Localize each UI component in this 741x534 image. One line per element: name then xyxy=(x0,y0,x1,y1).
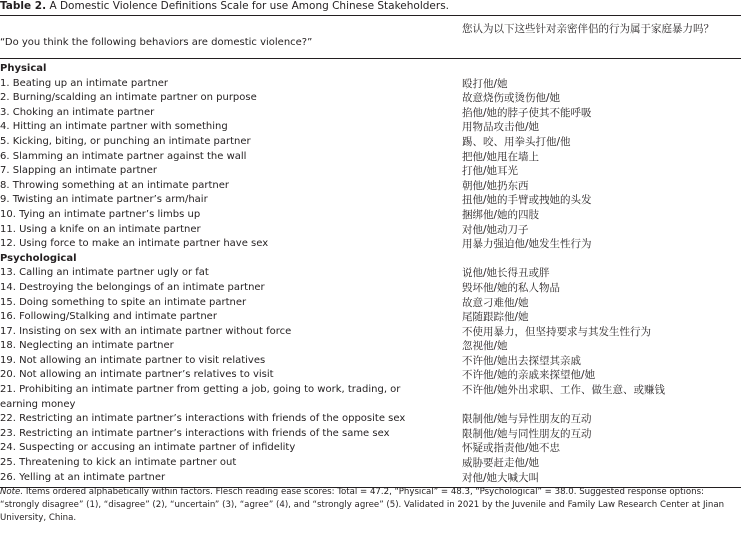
item-english: 21. Prohibiting an intimate partner from getting a job, going to work, trading, or xyxy=(0,384,401,396)
table-row xyxy=(0,120,741,135)
table-row xyxy=(0,135,741,150)
item-chinese: 踢、咬、用拳头打他/他 xyxy=(462,135,571,148)
table-title: A Domestic Violence Definitions Scale for use Among Chinese Stakeholders. xyxy=(49,0,450,12)
table-row xyxy=(0,179,741,194)
chinese-question-header: 您认为以下这些针对亲密伴侣的行为属于家庭暴力吗？ xyxy=(462,23,714,35)
item-chinese: 用暴力强迫他/她发生性行为 xyxy=(462,238,592,251)
item-chinese: 不许他/她外出求职、工作、做生意、或赚钱 xyxy=(462,384,666,397)
table-row xyxy=(0,91,741,106)
item-chinese: 用物品攻击他/她 xyxy=(462,121,540,134)
item-english: 20. Not allowing an intimate partner’s relatives to visit xyxy=(0,369,274,381)
table-caption xyxy=(0,0,741,13)
item-english: 12. Using force to make an intimate partner have sex xyxy=(0,238,269,250)
table-row xyxy=(0,150,741,165)
item-english: 14. Destroying the belongings of an intimate partner xyxy=(0,281,265,293)
item-chinese: 不使用暴力，但坚持要求与其发生性行为 xyxy=(462,325,651,338)
item-chinese: 怀疑或指责他/她不忠 xyxy=(462,442,561,455)
item-english: 9. Twisting an intimate partner’s arm/hair xyxy=(0,194,208,206)
table-row xyxy=(0,325,741,340)
item-english: 11. Using a knife on an intimate partner xyxy=(0,223,201,235)
item-english: 22. Restricting an intimate partner’s interactions with friends of the opposite sex xyxy=(0,413,406,425)
table-row xyxy=(0,412,741,427)
item-chinese: 尾随跟踪他/她 xyxy=(462,311,529,324)
table-row xyxy=(0,223,741,238)
item-chinese: 打他/她耳光 xyxy=(462,165,519,178)
item-english: 17. Insisting on sex with an intimate partner without force xyxy=(0,325,292,337)
item-chinese: 故意刁难他/她 xyxy=(462,296,529,309)
item-chinese: 捆绑他/她的四肢 xyxy=(462,208,540,221)
item-english: 19. Not allowing an intimate partner to visit relatives xyxy=(0,354,266,366)
table-row xyxy=(0,354,741,369)
item-english: 6. Slamming an intimate partner against the wall xyxy=(0,150,247,162)
item-english: 1. Beating up an intimate partner xyxy=(0,77,168,89)
item-english: 2. Burning/scalding an intimate partner on purpose xyxy=(0,92,257,104)
item-english: 24. Suspecting or accusing an intimate partner of infidelity xyxy=(0,442,296,454)
table-note xyxy=(0,486,736,525)
item-english: 25. Threatening to kick an intimate partner out xyxy=(0,457,237,469)
item-chinese: 威胁要赶走他/她 xyxy=(462,457,540,470)
table-row xyxy=(0,266,741,281)
item-english: 15. Doing something to spite an intimate partner xyxy=(0,296,247,308)
item-chinese: 对他/她大喊大叫 xyxy=(462,471,540,484)
item-english: 3. Choking an intimate partner xyxy=(0,106,155,118)
item-chinese: 忽视他/她 xyxy=(462,340,508,353)
top-rule xyxy=(0,15,741,16)
item-chinese: 对他/她动刀子 xyxy=(462,223,529,236)
table-row xyxy=(0,296,741,311)
item-chinese: 故意烧伤或烫伤他/她 xyxy=(462,92,561,105)
item-chinese: 掐他/她的脖子使其不能呼吸 xyxy=(462,106,592,119)
table-row xyxy=(0,77,741,92)
table-row xyxy=(0,427,741,442)
item-chinese: 毁坏他/她的私人物品 xyxy=(462,281,561,294)
item-chinese: 限制他/她与异性朋友的互动 xyxy=(462,413,592,426)
note-label: Note. xyxy=(0,487,24,497)
item-chinese: 把他/她甩在墙上 xyxy=(462,150,540,163)
table-row xyxy=(0,281,741,296)
item-english: 13. Calling an intimate partner ugly or fat xyxy=(0,267,209,279)
english-question-header: “Do you think the following behaviors are domestic violence?” xyxy=(0,37,313,48)
table-row xyxy=(0,441,741,456)
item-english: 8. Throwing something at an intimate partner xyxy=(0,179,230,191)
table-row xyxy=(0,456,741,471)
header-rule xyxy=(0,58,741,59)
table-body xyxy=(0,62,741,485)
table-row xyxy=(0,383,741,412)
item-chinese: 殴打他/她 xyxy=(462,77,508,90)
item-chinese: 不许他/她出去探望其亲戚 xyxy=(462,354,582,367)
item-english-continuation: earning money xyxy=(0,398,76,410)
table-row xyxy=(0,164,741,179)
item-english: 5. Kicking, biting, or punching an intimate partner xyxy=(0,135,251,147)
category-heading: Physical xyxy=(0,63,47,74)
table-row xyxy=(0,208,741,223)
table-row xyxy=(0,106,741,121)
table-row xyxy=(0,368,741,383)
table-row xyxy=(0,237,741,252)
item-chinese: 不许他/她的亲戚来探望他/她 xyxy=(462,369,596,382)
table-label: Table 2. xyxy=(0,0,47,12)
item-chinese: 限制他/她与同性朋友的互动 xyxy=(462,427,592,440)
item-chinese: 朝他/她扔东西 xyxy=(462,179,529,192)
note-text: Items ordered alphabetically within factors. Flesch reading ease scores: Total = 47.2, “Physical” = 48.3, “Psychological” = 38.0. Suggested response options: “strongly disagree” (1), “disagree” (2), “uncertain” (3), “agree” (4), and “strongly agree” (5). Validated in 2021 by the Juvenile and Family Law Research Center at Jinan University, China. xyxy=(0,487,725,523)
item-english: 18. Neglecting an intimate partner xyxy=(0,340,174,352)
table-row xyxy=(0,310,741,325)
table-row xyxy=(0,339,741,354)
table-row xyxy=(0,471,741,486)
item-chinese: 说他/她长得丑或胖 xyxy=(462,267,550,280)
item-english: 10. Tying an intimate partner’s limbs up xyxy=(0,208,201,220)
item-english: 4. Hitting an intimate partner with something xyxy=(0,121,228,133)
category-heading: Psychological xyxy=(0,252,77,264)
item-english: 16. Following/Stalking and intimate partner xyxy=(0,311,217,323)
item-english: 26. Yelling at an intimate partner xyxy=(0,471,166,483)
item-english: 23. Restricting an intimate partner’s interactions with friends of the same sex xyxy=(0,427,390,439)
item-chinese: 扭他/她的手臂或拽她的头发 xyxy=(462,194,592,207)
item-english: 7. Slapping an intimate partner xyxy=(0,165,158,177)
table-row xyxy=(0,193,741,208)
